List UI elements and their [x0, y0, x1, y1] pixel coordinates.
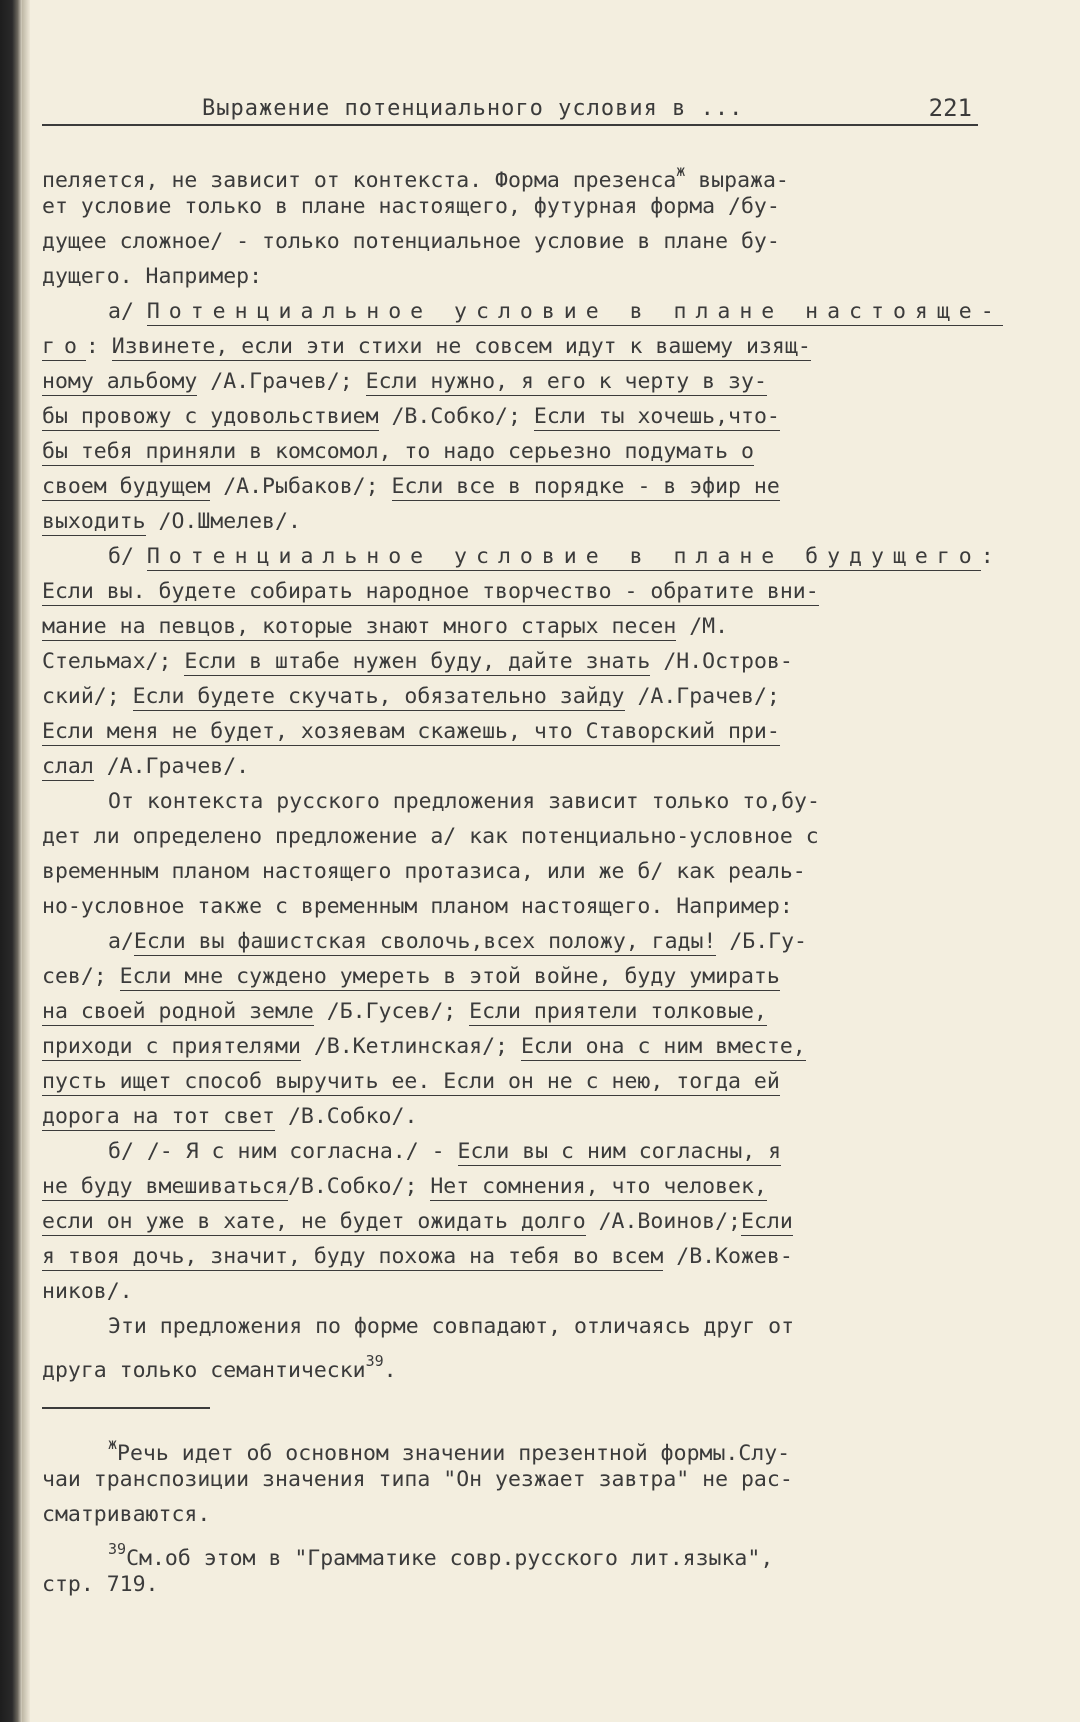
text-line [42, 819, 992, 854]
underlined-example: я твоя дочь, значит, буду похожа на тебя во всем [42, 1244, 664, 1269]
underlined-example: пусть ищет способ выручить ее. Если он не с нею, тогда ей [42, 1069, 780, 1094]
underlined-example: своем будущем [42, 474, 211, 499]
text-line [42, 784, 992, 819]
underlined-example: Если вы фашистская сволочь,всех положу, гады! [133, 929, 717, 954]
underlined-example: если он уже в хате, не будет ожидать долго [42, 1209, 586, 1234]
text-run: сматриваются. [42, 1502, 211, 1527]
text-run: /А.Грачев/; [197, 369, 366, 394]
footnote-line [42, 1427, 992, 1466]
text-line [42, 1099, 992, 1134]
text-line [42, 854, 992, 889]
underlined-example: Потенциальное условие в плане будущего [146, 544, 981, 569]
text-run: От контекста русского предложения зависит только то,бу- [108, 789, 820, 814]
text-run: /В.Собко/. [275, 1104, 418, 1129]
text-run: а/ [108, 929, 134, 954]
text-run: /М. [676, 614, 729, 639]
text-line [42, 469, 992, 504]
text-run: б/ /- Я с ним согласна./ - [108, 1139, 458, 1164]
underlined-example: Если вы с ним согласны, я [457, 1139, 782, 1164]
text-line [42, 1309, 992, 1344]
text-run: временным планом настоящего протазиса, или же б/ как реаль- [42, 859, 806, 884]
underlined-example: Потенциальное условие в плане настояще- [146, 299, 1003, 324]
text-run: ский/; [42, 684, 133, 709]
text-line [42, 714, 992, 749]
underlined-example: Если меня не будет, хозяевам скажешь, что Ставорский при- [42, 719, 780, 744]
footnotes [42, 1427, 992, 1602]
text-line [42, 1204, 992, 1239]
text-line [42, 434, 992, 469]
text-run: б/ [108, 544, 147, 569]
underlined-example: бы тебя приняли в комсомол, то надо серьезно подумать о [42, 439, 754, 464]
book-binding-edge [0, 0, 22, 1722]
text-line [42, 644, 992, 679]
text-run: Речь идет об основном значении презентной формы.Слу- [117, 1441, 791, 1466]
text-run: Стельмах/; [42, 649, 185, 674]
text-run: /Б.Гу- [716, 929, 807, 954]
text-run: ников/. [42, 1279, 133, 1304]
text-line [42, 1239, 992, 1274]
underlined-example: Если вы. будете собирать народное творчество - обратите вни- [42, 579, 819, 604]
text-line [42, 749, 992, 784]
text-run: выража- [685, 168, 789, 193]
text-line [42, 1029, 992, 1064]
underlined-example: бы провожу с удовольствием [42, 404, 379, 429]
text-run: дет ли определено предложение а/ как потенциально-условное с [42, 824, 819, 849]
text-line [42, 1064, 992, 1099]
text-run: /О.Шмелев/. [145, 509, 301, 534]
book-page [42, 88, 1020, 1708]
text-line [42, 679, 992, 714]
text-run: чаи транспозиции значения типа "Он уезжает завтра" не рас- [42, 1467, 793, 1492]
underlined-example: Нет сомнения, что человек, [430, 1174, 767, 1199]
text-run: /Н.Остров- [650, 649, 793, 674]
text-run: пеляется, не зависит от контекста. Форма презенса [42, 168, 677, 193]
text-line [42, 1344, 992, 1383]
underlined-example: Если в штабе нужен буду, дайте знать [184, 649, 651, 674]
text-line [42, 504, 992, 539]
underlined-example: Если [741, 1209, 793, 1234]
text-run: /А.Воинов/; [585, 1209, 741, 1234]
text-run: /А.Грачев/. [93, 754, 250, 779]
text-line [42, 154, 992, 193]
underlined-example: мание на певцов, которые знают много старых песен [42, 614, 677, 639]
page-gutter [22, 0, 30, 1722]
text-line [42, 224, 992, 259]
text-line [42, 959, 992, 994]
underlined-example: слал [42, 754, 94, 779]
underlined-example: выходить [42, 509, 146, 534]
text-run: /В.Собко/; [378, 404, 534, 429]
underlined-example: Если нужно, я его к черту в зу- [365, 369, 767, 394]
text-run: друга только семантически [42, 1358, 366, 1383]
underlined-example: Если ты хочешь,что- [533, 404, 780, 429]
text-run: дущего. Например: [42, 264, 263, 289]
page-number: 221 [928, 94, 972, 122]
underlined-example: ному альбому [42, 369, 198, 394]
footnote-line [42, 1567, 992, 1602]
text-run: /В.Кожев- [663, 1244, 793, 1269]
text-line [42, 399, 992, 434]
footnote-marker: 39 [108, 1540, 127, 1558]
text-line [42, 364, 992, 399]
underlined-example: Если будете скучать, обязательно зайду [132, 684, 625, 709]
running-header [42, 88, 978, 126]
text-run: дущее сложное/ - только потенциальное условие в плане бу- [42, 229, 780, 254]
underlined-example: Извинете, если эти стихи не совсем идут к вашему изящ- [111, 334, 811, 359]
running-title: Выражение потенциального условия в ... [202, 96, 744, 121]
text-run: : [980, 544, 994, 569]
text-run: Эти предложения по форме совпадают, отличаясь друг от [108, 1314, 795, 1339]
text-line [42, 1134, 992, 1169]
text-run: ет условие только в плане настоящего, футурная форма /бу- [42, 194, 780, 219]
text-run: : [85, 334, 112, 359]
body-lines [42, 154, 1003, 1383]
text-line [42, 574, 992, 609]
text-line [42, 189, 992, 224]
text-line [42, 1169, 992, 1204]
text-run: . [383, 1358, 397, 1383]
text-line [42, 889, 992, 924]
text-run: /Б.Гусев/; [313, 999, 470, 1024]
footnote-line [42, 1462, 992, 1497]
footnote-marker: ж [108, 1435, 118, 1453]
footnote-marker: 39 [365, 1352, 384, 1370]
text-line [42, 329, 992, 364]
underlined-example: го [42, 334, 86, 359]
text-line [42, 294, 1003, 329]
text-line [42, 259, 992, 294]
text-line [42, 609, 992, 644]
text-run: а/ [108, 299, 147, 324]
text-run: стр. 719. [42, 1572, 159, 1597]
text-line [42, 539, 992, 574]
underlined-example: Если она с ним вместе, [520, 1034, 806, 1059]
underlined-example: Если все в порядке - в эфир не [391, 474, 780, 499]
text-line [42, 1274, 992, 1309]
underlined-example: дорога на тот свет [42, 1104, 275, 1129]
body-text [42, 154, 1003, 1602]
underlined-example: Если мне суждено умереть в этой войне, буду умирать [119, 964, 780, 989]
footnote-rule [42, 1407, 210, 1409]
text-line [42, 924, 992, 959]
text-line [42, 994, 992, 1029]
underlined-example: Если приятели толковые, [469, 999, 767, 1024]
underlined-example: приходи с приятелями [42, 1034, 301, 1059]
text-run: /А.Грачев/; [624, 684, 780, 709]
text-run: /В.Кетлинская/; [300, 1034, 521, 1059]
footnote-marker: ж [676, 162, 686, 180]
footnote-line [42, 1532, 992, 1571]
underlined-example: не буду вмешиваться [42, 1174, 288, 1199]
footnote-line [42, 1497, 992, 1532]
text-run: См.об этом в "Грамматике совр.русского лит.языка", [126, 1546, 774, 1571]
text-run: /В.Собко/; [287, 1174, 431, 1199]
text-run: /А.Рыбаков/; [210, 474, 392, 499]
underlined-example: на своей родной земле [42, 999, 314, 1024]
text-run: сев/; [42, 964, 120, 989]
text-run: но-условное также с временным планом настоящего. Например: [42, 894, 793, 919]
